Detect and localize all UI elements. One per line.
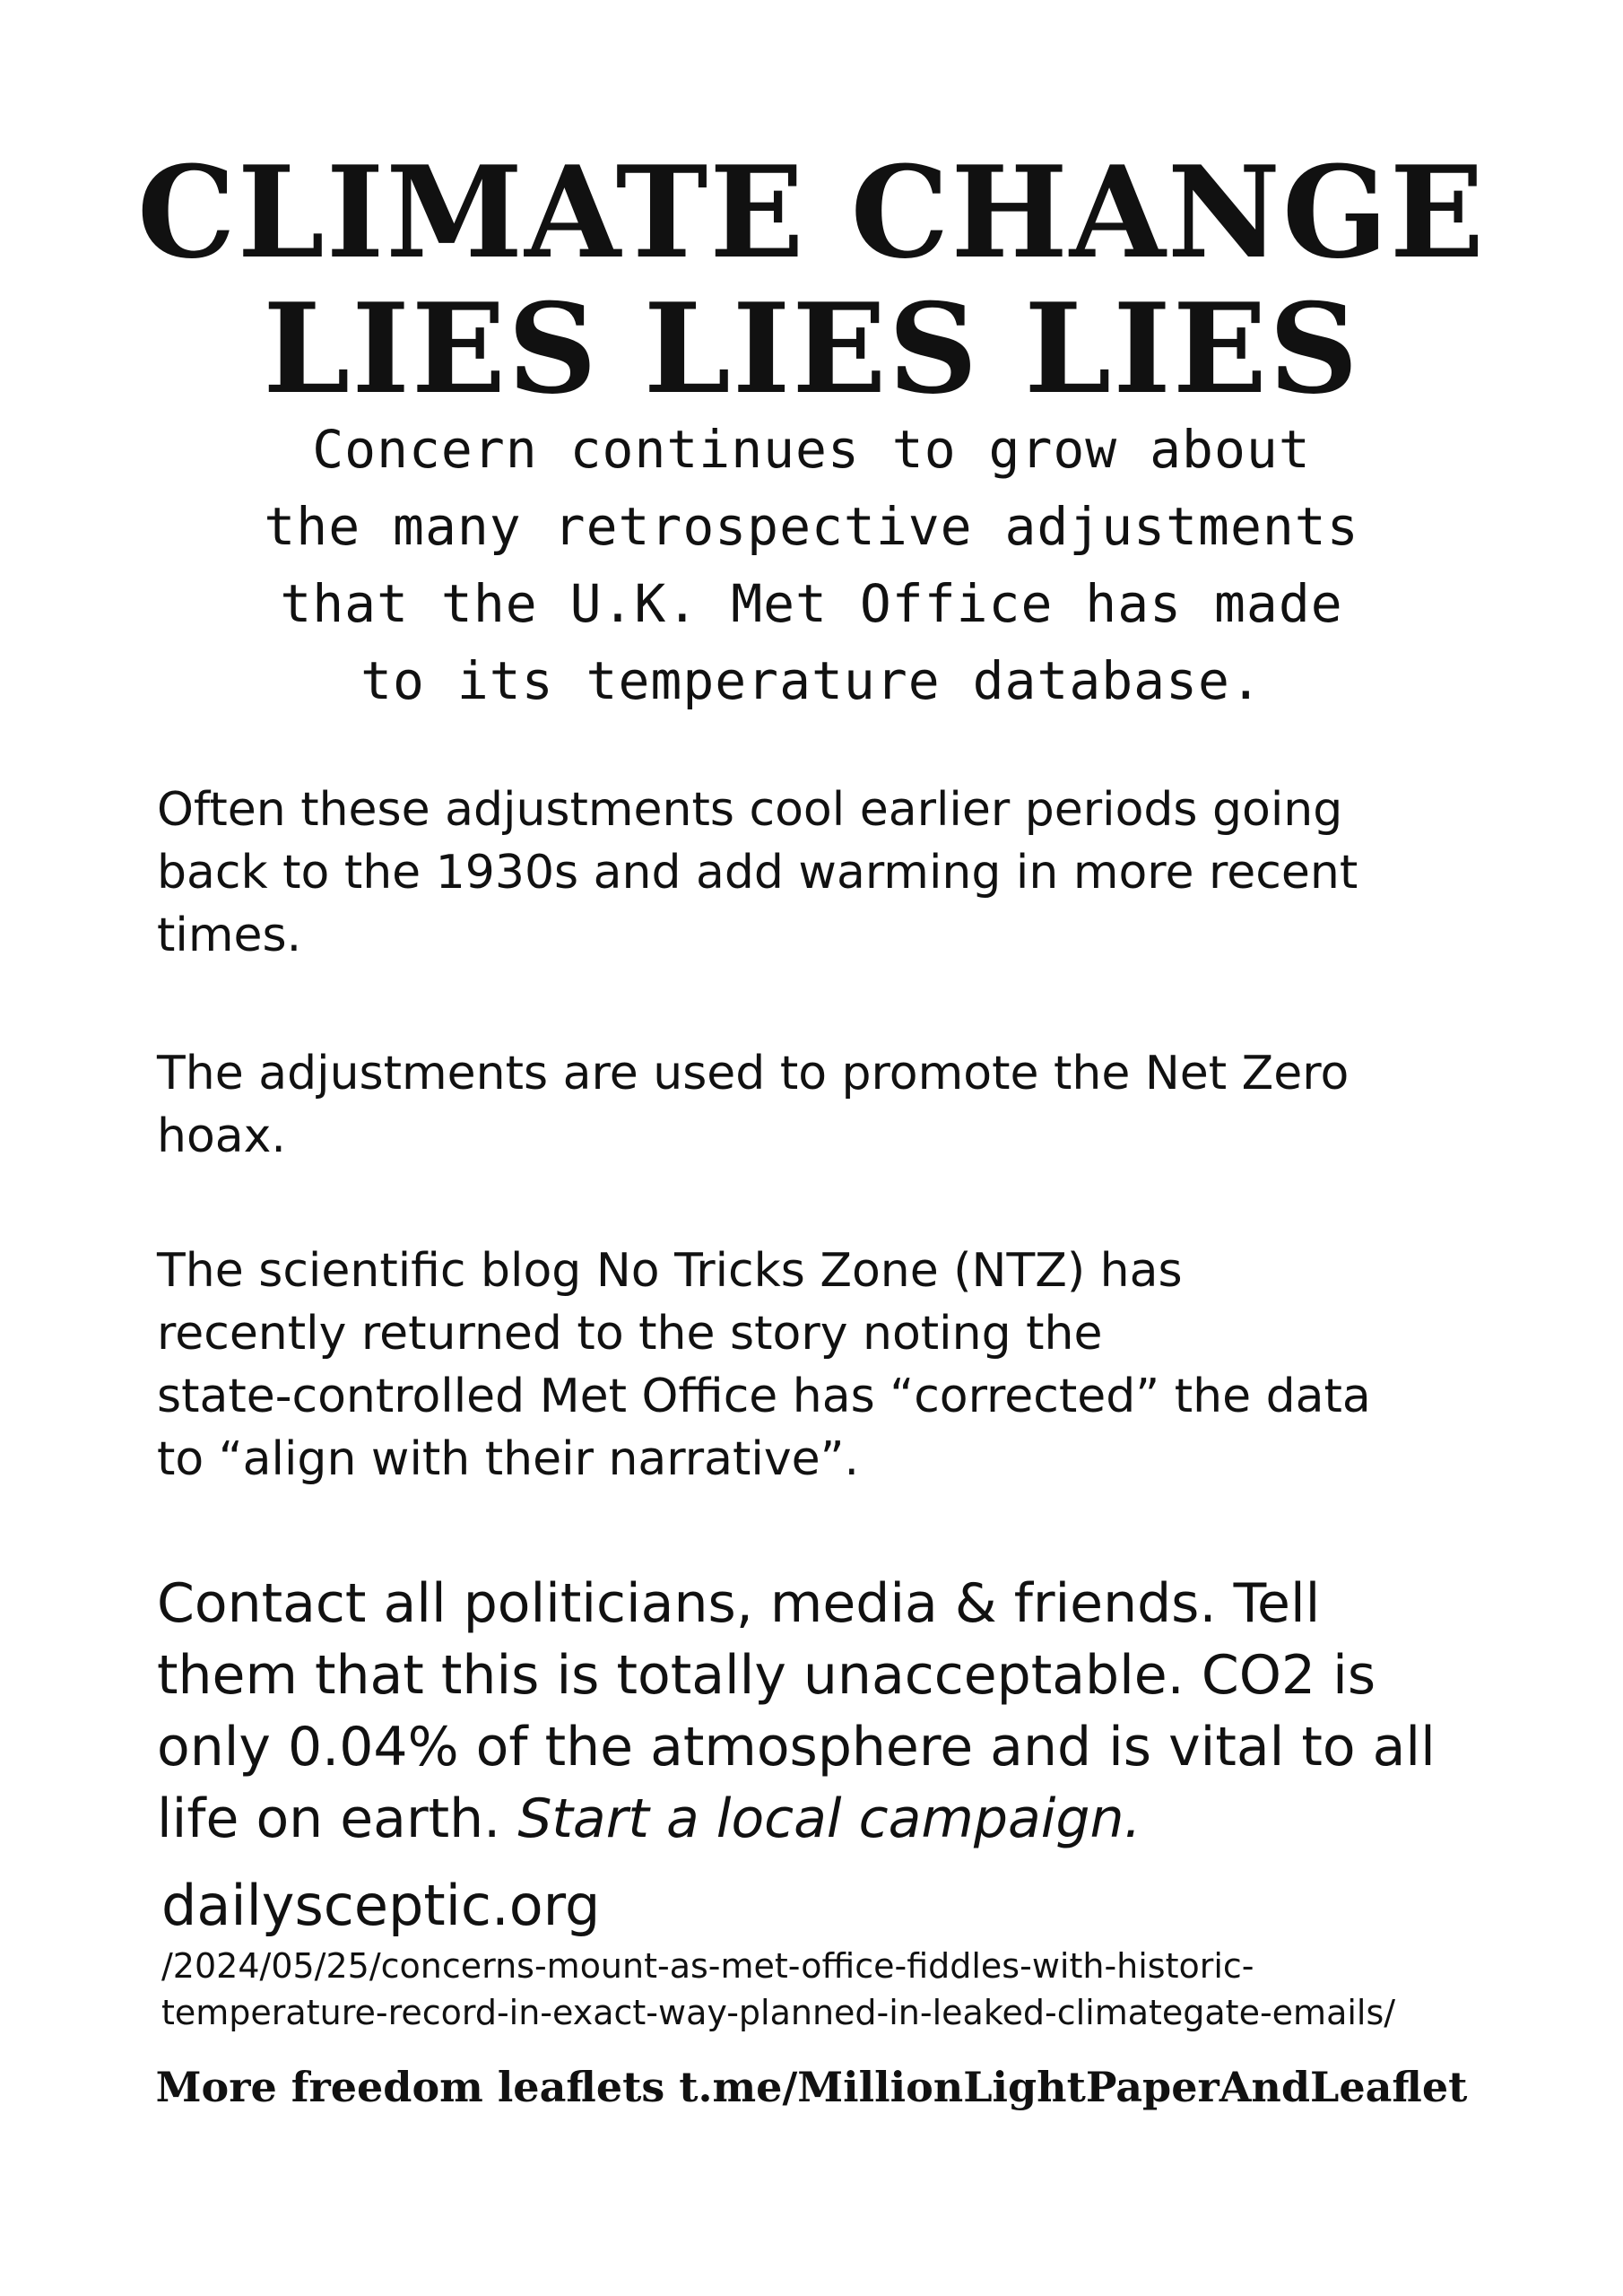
- intro-line: Concern continues to grow about: [312, 419, 1311, 480]
- headline-line-2: LIES LIES LIES: [263, 275, 1360, 422]
- paragraph-line: The adjustments are used to promote the Net Zero: [157, 1047, 1350, 1100]
- paragraph-line: to “align with their narrative”.: [157, 1432, 860, 1486]
- paragraph-adjustments: [157, 778, 1502, 967]
- intro-line: the many retrospective adjustments: [264, 496, 1359, 557]
- paragraph-ntz: [157, 1239, 1502, 1491]
- call-to-action: [157, 1568, 1502, 1855]
- paragraph-line: The scientific blog No Tricks Zone (NTZ) has: [157, 1244, 1183, 1298]
- intro-line: to its temperature database.: [360, 650, 1263, 711]
- intro-line: that the U.K. Met Office has made: [280, 573, 1343, 634]
- paragraph-line: state-controlled Met Office has “corrected” the data: [157, 1370, 1371, 1423]
- cta-line: only 0.04% of the atmosphere and is vital to all: [157, 1716, 1436, 1779]
- source-path: [161, 1943, 1506, 2036]
- cta-line: them that this is totally unacceptable. CO2 is: [157, 1644, 1376, 1707]
- paragraph-net-zero: [157, 1042, 1502, 1168]
- cta-last-prefix: life on earth.: [157, 1787, 518, 1850]
- paragraph-line: back to the 1930s and add warming in more recent: [157, 846, 1358, 900]
- cta-line: Contact all politicians, media & friends. Tell: [157, 1572, 1321, 1635]
- headline-line-1: CLIMATE CHANGE: [136, 137, 1487, 287]
- footer-freedom-leaflets: More freedom leaflets t.me/MillionLightPaperAndLeaflet: [155, 2063, 1468, 2111]
- source-domain: dailysceptic.org: [161, 1873, 601, 1938]
- paragraph-line: recently returned to the story noting the: [157, 1307, 1103, 1361]
- intro-paragraph: [0, 411, 1623, 719]
- cta-campaign-italic: Start a local campaign.: [517, 1787, 1141, 1850]
- paragraph-line: times.: [157, 909, 302, 962]
- paragraph-line: hoax.: [157, 1109, 286, 1163]
- source-path-line: /2024/05/25/concerns-mount-as-met-office-fiddles-with-historic-: [161, 1946, 1254, 1986]
- paragraph-line: Often these adjustments cool earlier periods going: [157, 783, 1343, 837]
- source-path-line: temperature-record-in-exact-way-planned-in-leaked-climategate-emails/: [161, 1993, 1396, 2032]
- cta-line-last: [157, 1783, 1502, 1855]
